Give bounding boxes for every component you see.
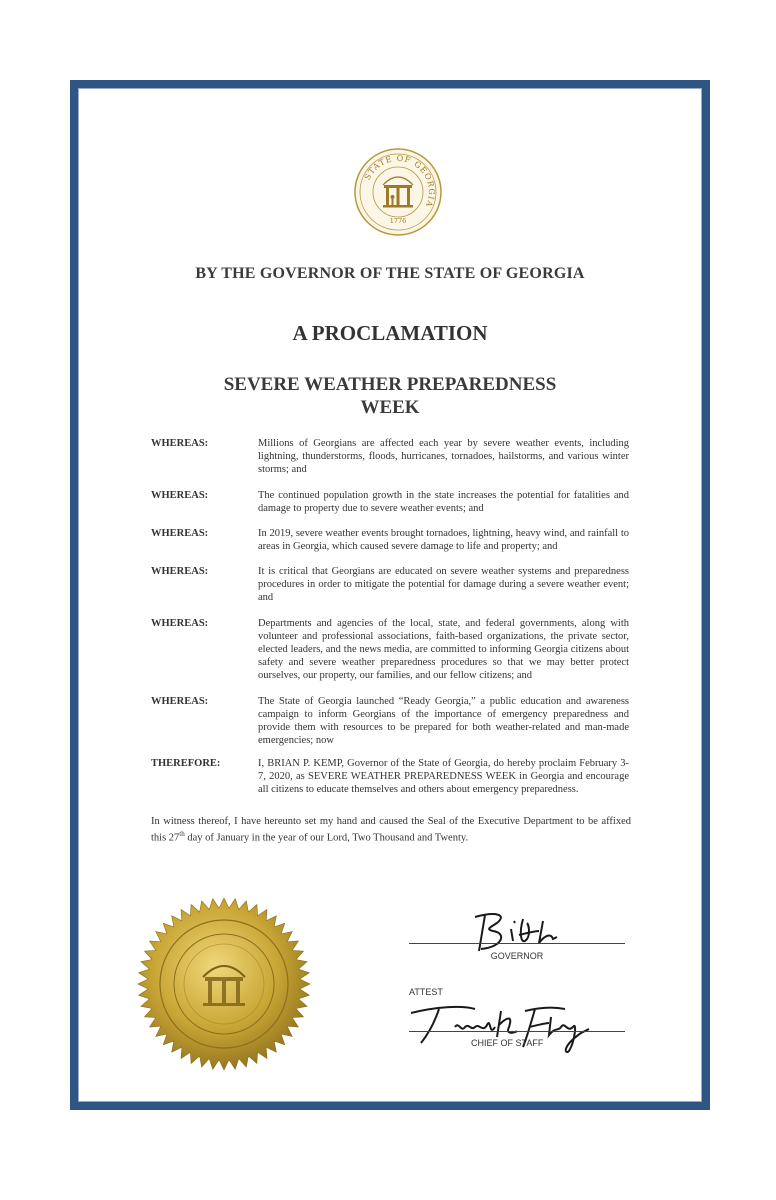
witness-statement — [151, 815, 631, 845]
clause-label: WHEREAS: — [151, 438, 209, 449]
proclamation-title: A PROCLAMATION — [292, 321, 488, 345]
clause-therefore — [151, 757, 631, 807]
clause-text: It is critical that Georgians are educated on severe weather systems and preparedness procedures in order to mitigate the potential for damage during a severe weather event; and — [258, 566, 629, 603]
clause-text: The continued population growth in the state increases the potential for fatalities and damage to property due to severe weather events; and — [258, 490, 629, 514]
governor-signature-line — [409, 943, 625, 944]
clause-label: WHEREAS: — [151, 618, 209, 629]
proclamation-header: BY THE GOVERNOR OF THE STATE OF GEORGIA — [195, 265, 585, 282]
blue-border-frame — [70, 80, 710, 1110]
clause-text: Departments and agencies of the local, state, and federal governments, along with volunteer and professional associations, faith-based organizations, the private sector, elected leaders, and the news media, are committed to informing Georgia citizens about safety and severe weather preparedness procedures so that we may better protect ourselves, our property, our families, and our fellow citizens; and — [258, 618, 629, 681]
clause-label: THEREFORE: — [151, 758, 221, 769]
state-seal-icon — [353, 147, 443, 237]
chief-of-staff-label: CHIEF OF STAFF — [471, 1038, 544, 1048]
clause-4 — [151, 565, 631, 617]
clause-6 — [151, 695, 631, 757]
subtitle-line-2: WEEK — [360, 397, 420, 418]
witness-ordinal: th — [179, 830, 185, 838]
gold-seal-icon — [137, 897, 311, 1071]
clause-text: The State of Georgia launched “Ready Georgia,” a public education and awareness campaign to inform Georgians of the importance of emergency preparedness and provide them with resources to be prepared for both weather-related and man-made emergencies; now — [258, 696, 629, 746]
clause-label: WHEREAS: — [151, 566, 209, 577]
witness-text-start: In witness thereof, I have hereunto set my hand and caused the Seal of the Executive Department to be affixed this 27 — [151, 816, 631, 844]
svg-text:STATE OF GEORGIA: STATE OF GEORGIA — [362, 153, 437, 209]
clause-2 — [151, 489, 631, 527]
clause-label: WHEREAS: — [151, 528, 209, 539]
clause-text: Millions of Georgians are affected each year by severe weather events, including lightning, thunderstorms, floods, hurricanes, tornadoes, hailstorms, and various winter storms; and — [258, 438, 629, 475]
clause-label: WHEREAS: — [151, 696, 209, 707]
clauses-list — [151, 437, 631, 807]
witness-text-end: day of January in the year of our Lord, Two Thousand and Twenty. — [184, 832, 469, 844]
clause-3 — [151, 527, 631, 565]
attest-label: ATTEST — [409, 987, 443, 997]
clause-text: In 2019, severe weather events brought tornadoes, lightning, heavy wind, and rainfall to areas in Georgia, which caused severe damage to life and property; and — [258, 528, 629, 552]
clause-label: WHEREAS: — [151, 490, 209, 501]
governor-label: GOVERNOR — [490, 951, 544, 961]
chief-of-staff-signature-line — [409, 1031, 625, 1032]
proclamation-sheet — [78, 88, 702, 1102]
seal-year: 1776 — [389, 217, 407, 225]
clause-text: I, BRIAN P. KEMP, Governor of the State of Georgia, do hereby proclaim February 3-7, 2020, as SEVERE WEATHER PREPAREDNESS WEEK in Georgia and encourage all citizens to educate themselves and others about emergency preparedness. — [258, 758, 629, 795]
subtitle-line-1: SEVERE WEATHER PREPAREDNESS — [223, 374, 557, 395]
governor-signature-icon — [467, 907, 577, 957]
proclamation-subtitle — [79, 373, 701, 419]
clause-5 — [151, 617, 631, 695]
clause-1 — [151, 437, 631, 489]
